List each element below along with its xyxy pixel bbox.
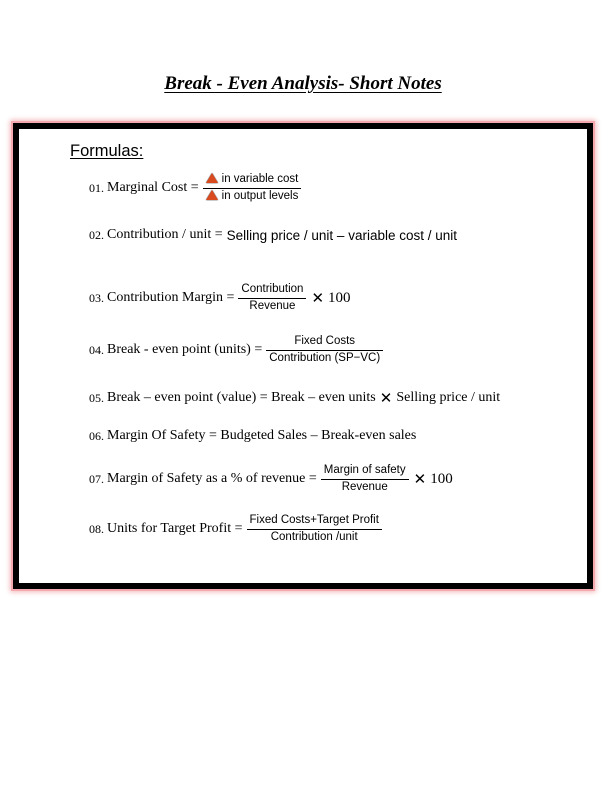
formula-number: 08.	[89, 521, 104, 536]
formula-label: Marginal Cost =	[107, 180, 199, 196]
fraction	[238, 283, 306, 314]
formula-contribution-per-unit	[89, 227, 457, 243]
formula-label: Contribution / unit =	[107, 227, 223, 242]
multiplier: 100	[430, 470, 453, 487]
numerator: Fixed Costs+Target Profit	[249, 514, 379, 526]
fraction-bar	[238, 298, 306, 299]
multiplier: 100	[328, 289, 351, 306]
formula-contribution-margin	[89, 283, 351, 314]
multiply-icon: ✕	[311, 289, 325, 308]
fraction-bar	[321, 479, 409, 480]
formula-target-profit-units	[89, 514, 385, 545]
formula-margin-of-safety	[89, 428, 416, 444]
formula-number: 05.	[89, 390, 104, 405]
denominator: in output levels	[203, 190, 302, 204]
denominator: Revenue	[249, 299, 296, 312]
multiply-icon: ✕	[413, 470, 427, 489]
formula-label: Break - even point (units) =	[107, 342, 263, 358]
numerator: Margin of safety	[323, 464, 406, 476]
denominator: Contribution /unit	[270, 530, 358, 543]
denominator: Revenue	[341, 480, 388, 493]
formula-label: Break – even point (value) = Break – even units	[107, 390, 376, 405]
formula-number: 06.	[89, 428, 104, 443]
numerator: in variable cost	[203, 173, 302, 187]
page-title: Break - Even Analysis- Short Notes	[164, 73, 442, 94]
formulas-heading: Formulas:	[70, 142, 144, 160]
formula-break-even-units	[89, 335, 386, 366]
numerator: Fixed Costs	[294, 335, 356, 347]
formula-number: 02.	[89, 227, 104, 242]
delta-triangle-icon	[206, 190, 218, 200]
formula-marginal-cost	[89, 173, 304, 204]
formula-number: 04.	[89, 342, 104, 357]
fraction-bar	[247, 529, 382, 530]
formula-expression: Selling price / unit – variable cost / unit	[226, 227, 457, 243]
formula-label: Contribution Margin =	[107, 290, 235, 306]
formula-number: 01.	[89, 180, 104, 195]
fraction	[247, 514, 382, 545]
multiply-icon: ✕	[379, 389, 393, 407]
formula-margin-of-safety-percent	[89, 464, 453, 495]
fraction	[321, 464, 409, 495]
formula-label: Margin of Safety as a % of revenue =	[107, 471, 317, 487]
formula-number: 03.	[89, 290, 104, 305]
formula-label: Margin Of Safety = Budgeted Sales – Break-even sales	[107, 428, 417, 443]
numerator: Contribution	[241, 283, 304, 295]
fraction-bar	[266, 350, 383, 351]
delta-triangle-icon	[206, 173, 218, 183]
denominator: Contribution (SP−VC)	[269, 351, 381, 364]
formula-label: Units for Target Profit =	[107, 521, 243, 537]
fraction	[266, 335, 383, 366]
formula-number: 07.	[89, 471, 104, 486]
fraction-bar	[203, 188, 302, 189]
formula-break-even-value	[89, 389, 500, 407]
fraction	[203, 173, 302, 204]
formula-expression: Selling price / unit	[396, 390, 501, 405]
